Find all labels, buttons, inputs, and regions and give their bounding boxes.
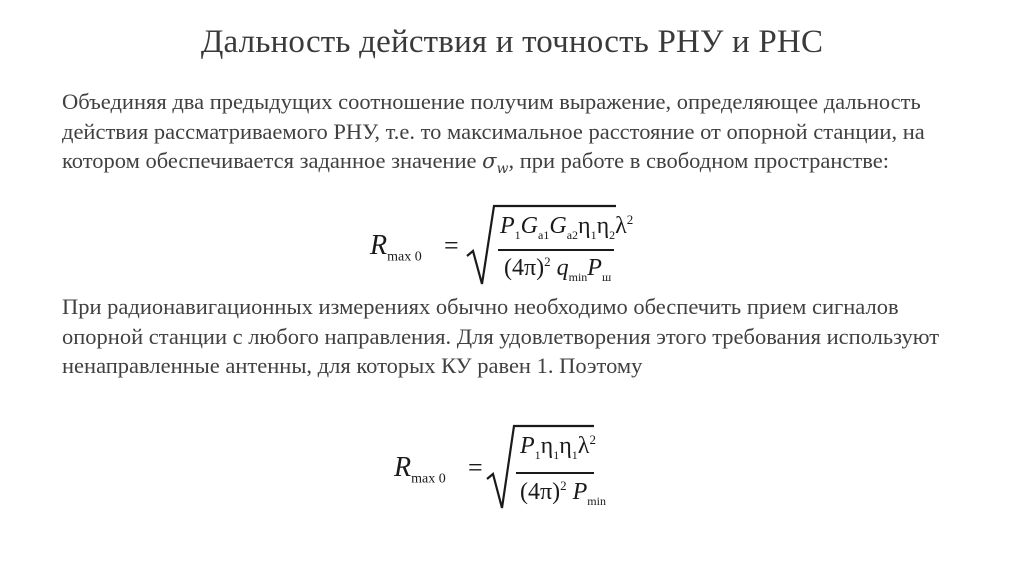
num-g1-sub: a1	[538, 227, 550, 242]
num-p: P	[500, 213, 515, 239]
paragraph1-text-end: , при работе в свободном пространстве:	[508, 148, 889, 173]
num2-eta2: η	[559, 433, 572, 459]
slide-title: Дальность действия и точность РНУ и РНС	[200, 24, 824, 60]
paragraph-range-definition	[62, 87, 982, 185]
den-p: P	[587, 255, 602, 281]
num2-p-sub: 1	[534, 447, 541, 462]
sigma-letter: σ	[482, 149, 497, 173]
num2-eta2-sub: 1	[571, 447, 578, 462]
range-formula-directional	[364, 200, 634, 292]
num2-eta1-sub: 1	[553, 447, 560, 462]
paragraph-omnidirectional: При радионавигационных измерениях обычно необходимо обеспечить прием сигналов опорной станции с любого направления. Для удовлетворения этого требования используют ненаправленные антенны, для которых КУ равен 1. Поэтому	[62, 294, 940, 378]
lhs-r-letter: R	[370, 230, 388, 261]
range-formula-omnidirectional	[390, 418, 606, 518]
equals-sign-2: =	[468, 453, 483, 482]
sigma-subscript: w	[496, 161, 509, 178]
num-eta2: η	[596, 213, 610, 239]
num2-lambda: λ	[577, 433, 590, 459]
num-lambda: λ	[615, 213, 627, 239]
lhs-r	[370, 230, 422, 266]
den2-p-sub: min	[587, 493, 606, 508]
lhs-r-2	[394, 452, 446, 488]
den-q-sub: min	[568, 269, 588, 284]
fraction-bar	[498, 249, 614, 251]
num2-p: P	[520, 433, 535, 459]
sigma-w-symbol	[482, 149, 509, 178]
lhs-r2-letter: R	[394, 452, 412, 483]
num-g2: G	[549, 213, 567, 239]
num-g2-sub: a2	[566, 227, 579, 242]
denominator-1	[504, 254, 611, 285]
equals-sign: =	[444, 231, 459, 260]
num-g1: G	[520, 213, 539, 239]
num2-lambda-sup: 2	[589, 432, 596, 447]
denominator-2	[520, 478, 606, 509]
den-p-sub: ш	[601, 269, 612, 284]
fraction-bar-2	[516, 472, 594, 474]
den-q: q	[556, 255, 569, 281]
num-eta1: η	[578, 213, 591, 239]
paragraph1-text: Объединяя два предыдущих соотношение получим выражение, определяющее дальность действия рассматриваемого РНУ, т.е. то максимальное расстояние от опорной станции, на котором обеспечивается заданное значение	[62, 89, 925, 173]
num-eta1-sub: 1	[590, 227, 597, 242]
den-four-pi-sup: 2	[544, 254, 551, 269]
numerator-1	[500, 212, 633, 243]
numerator-2	[520, 432, 596, 463]
den2-four-pi-sup: 2	[560, 478, 567, 493]
num-p-sub: 1	[514, 227, 521, 242]
lhs-r-sub: max 0	[387, 249, 422, 265]
num2-eta1: η	[540, 433, 554, 459]
num-eta2-sub: 2	[609, 227, 616, 242]
num-lambda-sup: 2	[626, 212, 634, 227]
den2-four-pi: (4π)	[520, 479, 561, 505]
den-four-pi: (4π)	[504, 255, 545, 281]
den2-p: P	[572, 479, 588, 505]
lhs-r2-sub: max 0	[411, 471, 446, 487]
